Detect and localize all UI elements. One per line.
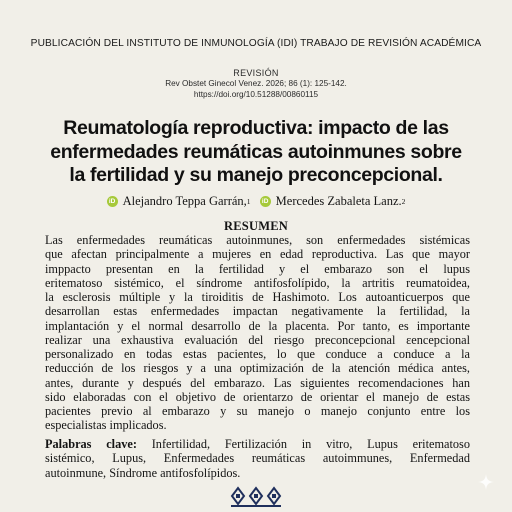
keywords-text: Infertilidad, Fertilización in vitro, Lupus eritematoso	[136, 437, 470, 451]
author-1	[107, 194, 251, 209]
citation: Rev Obstet Ginecol Venez. 2026; 86 (1): 125-142.	[165, 79, 347, 88]
abstract-line: personalizado en todas estas pacientes, lo que conduce a conduce a la	[45, 347, 470, 361]
abstract-line: reducción de los riesgos y a una optimización de la atención médica antes,	[45, 361, 470, 376]
keywords-block	[45, 437, 470, 480]
abstract-line: pacientes previo al embarazo y su manejo o manejo conjunto entre los	[45, 404, 470, 418]
author-2	[260, 194, 406, 209]
author-affiliation: 1	[246, 197, 251, 206]
title-line: la fertilidad y su manejo preconcepcional.	[69, 164, 443, 186]
orcid-icon[interactable]: iD	[260, 196, 271, 207]
title-line: Reumatología reproductiva: impacto de las	[63, 117, 449, 139]
sparkle-icon	[477, 473, 495, 491]
abstract-line: imppacto presentan en la fertilidad y el embarazo son el lupus	[45, 261, 470, 276]
author-affiliation: 2	[401, 197, 406, 206]
author-name: Alejandro Teppa Garrán,	[122, 194, 247, 208]
orcid-icon[interactable]: iD	[107, 196, 118, 207]
abstract-line: implantación y el normal desarrollo de la placenta. Por tanto, es importante	[45, 318, 470, 333]
author-name: Mercedes Zabaleta Lanz.	[275, 194, 402, 208]
title-line: enfermedades reumáticas autoinmunes sobre	[50, 140, 462, 163]
keywords-line	[45, 437, 470, 451]
institute-logo-icon	[229, 484, 283, 508]
abstract-line: desarrollan estas enfermedades impactan negativamente la fertilidad, la	[45, 304, 470, 319]
abstract-line: sido elaboradas con el objetivo de orientarzo de orientar el manejo de estas	[45, 389, 470, 404]
abstract-body	[45, 233, 470, 433]
doi-link[interactable]: https://doi.org/10.51288/00860115	[193, 89, 319, 99]
section-label: REVISIÓN	[233, 68, 279, 78]
abstract-line: eritematoso sistémico, el síndrome antifosfolípido, la artritis reumatoidea,	[45, 275, 470, 290]
keywords-label: Palabras clave:	[45, 437, 137, 451]
abstract-line: Las enfermedades reumáticas autoinmunes, son enfermedades sistémicas	[45, 233, 470, 247]
keywords-line: sistémico, Lupus, Enfermedades reumáticas autoimmunes, Enfermedad	[45, 451, 470, 466]
abstract-heading: RESUMEN	[224, 219, 288, 233]
keywords-line: autoinmune, Síndrome antifosfolípidos.	[45, 465, 241, 480]
article-title	[20, 117, 492, 188]
abstract-line: que afectan principalmente a mujeres en edad reproductiva. Las que mayor	[45, 247, 470, 262]
abstract-line: especialistas implicados.	[45, 418, 167, 433]
abstract-line: realizar una exhaustiva evaluación del riesgo preconcepcional ɛencepcional	[45, 332, 470, 347]
abstract-line: antes, durante y después del embarazo. Las siguientes recomendaciones han	[45, 375, 470, 390]
article-meta	[0, 68, 512, 100]
abstract-line: la esclerosis múltiple y la tiroiditis de Hashimoto. Los autoanticuerpos que	[45, 290, 470, 304]
publication-header: PUBLICACIÓN DEL INSTITUTO DE INMUNOLOGÍA (IDI) TRABAJO DE REVISIÓN ACADÉMICA	[30, 38, 482, 49]
author-list	[0, 192, 512, 209]
